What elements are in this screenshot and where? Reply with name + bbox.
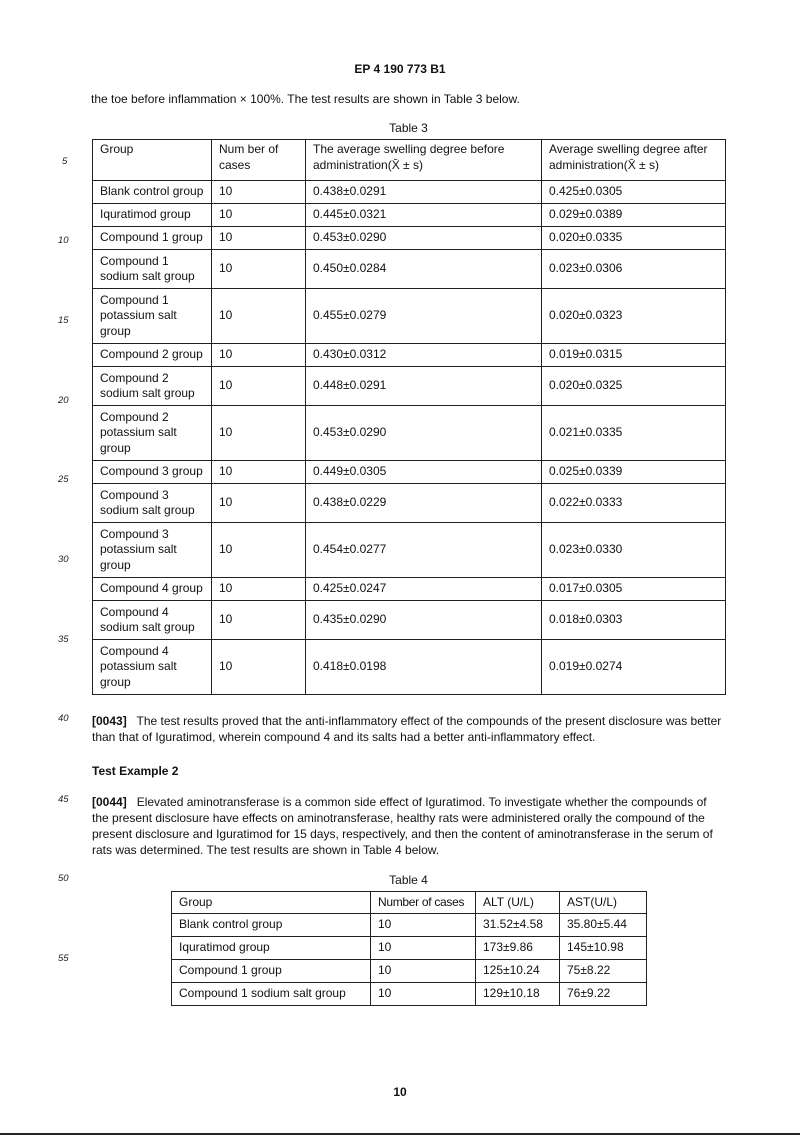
header-cell: Average swelling degree after administration(X̄ ± s)	[542, 140, 726, 181]
line-number: 45	[58, 794, 69, 805]
table-cell: 0.445±0.0321	[306, 204, 542, 227]
table-cell: 10	[212, 578, 306, 601]
table-cell: Compound 3 group	[93, 461, 212, 484]
table-cell: 0.020±0.0325	[542, 367, 726, 406]
table-cell: 10	[212, 204, 306, 227]
table-row	[93, 523, 726, 578]
line-number: 50	[58, 873, 69, 884]
table-cell: 10	[371, 960, 476, 983]
header-cell: Group	[93, 140, 212, 181]
table-cell: Iquratimod group	[172, 937, 371, 960]
table-cell: 0.455±0.0279	[306, 289, 542, 344]
table-cell: 145±10.98	[560, 937, 647, 960]
line-number: 5	[62, 156, 68, 167]
paragraph-text: Elevated aminotransferase is a common side effect of Iguratimod. To investigate whether the compounds of the present disclosure have effects on aminotransferase, healthy rats were administered orally the compound of the present disclosure and Iguratimod for 15 days, respectively, and then the content of aminotransferase in the serum of rats was determined. The test results are shown in Table 4 below.	[92, 795, 713, 857]
table-cell: 0.438±0.0291	[306, 181, 542, 204]
table-row	[93, 250, 726, 289]
table-row	[172, 983, 647, 1006]
table-cell: 0.453±0.0290	[306, 227, 542, 250]
table-cell: Blank control group	[93, 181, 212, 204]
line-number: 15	[58, 315, 69, 326]
table-cell: Compound 4 group	[93, 578, 212, 601]
table-cell: Compound 2 group	[93, 344, 212, 367]
patent-number-header: EP 4 190 773 B1	[354, 62, 446, 76]
table-cell: 0.017±0.0305	[542, 578, 726, 601]
table-row	[172, 937, 647, 960]
table-cell: 10	[212, 523, 306, 578]
table-cell: 0.019±0.0315	[542, 344, 726, 367]
table-cell: Compound 2 potassium salt group	[93, 406, 212, 461]
table-cell: Iquratimod group	[93, 204, 212, 227]
table-cell: 10	[212, 227, 306, 250]
table-cell: 76±9.22	[560, 983, 647, 1006]
table-row	[93, 484, 726, 523]
lead-text: the toe before inflammation × 100%. The test results are shown in Table 3 below.	[91, 92, 520, 106]
table-cell: 10	[212, 250, 306, 289]
table-cell: 0.418±0.0198	[306, 640, 542, 695]
table-row	[93, 406, 726, 461]
table-cell: 10	[212, 367, 306, 406]
table-cell: 10	[212, 181, 306, 204]
table-cell: Compound 1 potassium salt group	[93, 289, 212, 344]
table-row	[93, 367, 726, 406]
table-cell: 0.448±0.0291	[306, 367, 542, 406]
table-cell: 125±10.24	[476, 960, 560, 983]
table-cell: 10	[212, 640, 306, 695]
table4-caption: Table 4	[389, 873, 428, 887]
table-cell: 0.020±0.0323	[542, 289, 726, 344]
table-cell: Compound 1 group	[172, 960, 371, 983]
table-cell: 0.023±0.0330	[542, 523, 726, 578]
table3-header-row	[93, 140, 726, 181]
table-cell: 0.023±0.0306	[542, 250, 726, 289]
line-number: 40	[58, 713, 69, 724]
table-cell: Compound 4 sodium salt group	[93, 601, 212, 640]
header-cell: Number of cases	[371, 892, 476, 914]
table-cell: 0.425±0.0247	[306, 578, 542, 601]
page-number: 10	[393, 1085, 407, 1099]
line-number: 55	[58, 953, 69, 964]
table4-header-row	[172, 892, 647, 914]
table-row	[93, 461, 726, 484]
paragraph-0043	[92, 713, 726, 745]
table-cell: 10	[212, 344, 306, 367]
header-cell: ALT (U/L)	[476, 892, 560, 914]
table-cell: 0.018±0.0303	[542, 601, 726, 640]
table-cell: 0.438±0.0229	[306, 484, 542, 523]
header-cell: AST(U/L)	[560, 892, 647, 914]
table-row	[93, 204, 726, 227]
table-row	[93, 289, 726, 344]
table-cell: 0.450±0.0284	[306, 250, 542, 289]
table-row	[93, 640, 726, 695]
table-cell: 10	[212, 289, 306, 344]
table-cell: Compound 4 potassium salt group	[93, 640, 212, 695]
table-row	[93, 227, 726, 250]
line-number: 20	[58, 395, 69, 406]
table-row	[172, 914, 647, 937]
table-cell: 10	[371, 914, 476, 937]
table-cell: 35.80±5.44	[560, 914, 647, 937]
table-cell: 0.021±0.0335	[542, 406, 726, 461]
table-cell: 0.425±0.0305	[542, 181, 726, 204]
table-cell: 10	[212, 406, 306, 461]
table-cell: 0.430±0.0312	[306, 344, 542, 367]
table-row	[93, 344, 726, 367]
line-number: 35	[58, 634, 69, 645]
table-cell: 0.449±0.0305	[306, 461, 542, 484]
paragraph-tag: [0044]	[92, 795, 127, 809]
table-row	[93, 601, 726, 640]
paragraph-text: The test results proved that the anti-inflammatory effect of the compounds of the present disclosure was better than that of Iguratimod, wherein compound 4 and its salts had a better anti-inflammatory effect.	[92, 714, 722, 744]
table-cell: Compound 1 group	[93, 227, 212, 250]
line-number: 25	[58, 474, 69, 485]
table-row	[93, 181, 726, 204]
table-cell: Compound 1 sodium salt group	[93, 250, 212, 289]
table-cell: Compound 3 potassium salt group	[93, 523, 212, 578]
table-cell: Compound 3 sodium salt group	[93, 484, 212, 523]
page-bottom-rule	[0, 1133, 800, 1135]
table-cell: 0.022±0.0333	[542, 484, 726, 523]
table-cell: Compound 1 sodium salt group	[172, 983, 371, 1006]
header-cell: Num ber of cases	[212, 140, 306, 181]
table3	[92, 139, 726, 695]
paragraph-0044	[92, 794, 726, 858]
table-cell: 0.025±0.0339	[542, 461, 726, 484]
header-cell: The average swelling degree before administration(X̄ ± s)	[306, 140, 542, 181]
table-cell: 10	[212, 601, 306, 640]
table-cell: 0.453±0.0290	[306, 406, 542, 461]
table-cell: 0.029±0.0389	[542, 204, 726, 227]
line-number: 30	[58, 554, 69, 565]
table-cell: Blank control group	[172, 914, 371, 937]
line-number: 10	[58, 235, 69, 246]
table-cell: Compound 2 sodium salt group	[93, 367, 212, 406]
table-cell: 0.019±0.0274	[542, 640, 726, 695]
table-cell: 0.435±0.0290	[306, 601, 542, 640]
table-cell: 0.454±0.0277	[306, 523, 542, 578]
table-cell: 0.020±0.0335	[542, 227, 726, 250]
table-cell: 129±10.18	[476, 983, 560, 1006]
paragraph-tag: [0043]	[92, 714, 127, 728]
table-cell: 10	[212, 484, 306, 523]
table-cell: 10	[371, 983, 476, 1006]
table-cell: 75±8.22	[560, 960, 647, 983]
table-row	[172, 960, 647, 983]
table4	[171, 891, 647, 1006]
header-cell: Group	[172, 892, 371, 914]
table-cell: 31.52±4.58	[476, 914, 560, 937]
table-row	[93, 578, 726, 601]
section-heading: Test Example 2	[92, 764, 179, 778]
table-cell: 10	[212, 461, 306, 484]
table-cell: 173±9.86	[476, 937, 560, 960]
table3-caption: Table 3	[389, 121, 428, 135]
table-cell: 10	[371, 937, 476, 960]
